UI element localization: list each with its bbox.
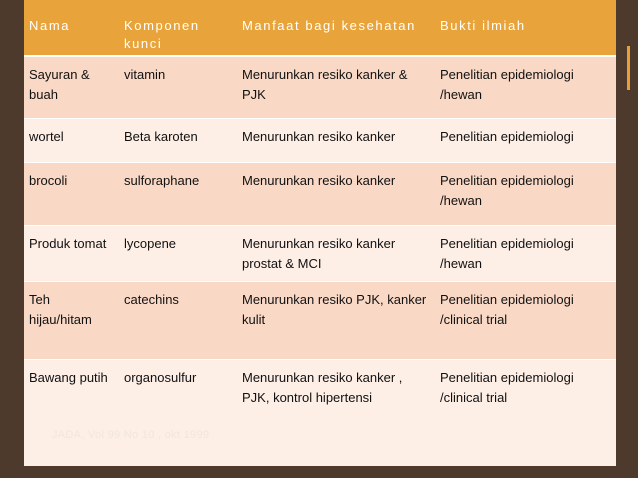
cell-komponen: vitamin bbox=[119, 56, 237, 118]
table-row bbox=[24, 56, 616, 118]
header-bukti-ilmiah: Bukti ilmiah bbox=[435, 0, 616, 56]
cell-bukti: Penelitian epidemiologi /hewan bbox=[435, 225, 616, 281]
cell-bukti: Penelitian epidemiologi bbox=[435, 118, 616, 162]
table-row bbox=[24, 162, 616, 225]
cell-komponen: Beta karoten bbox=[119, 118, 237, 162]
content-table bbox=[24, 0, 616, 456]
cell-bukti: Penelitian epidemiologi /hewan bbox=[435, 162, 616, 225]
cell-nama: Teh hijau/hitam bbox=[24, 281, 119, 359]
table-header-row bbox=[24, 0, 616, 56]
cell-bukti: Penelitian epidemiologi /hewan bbox=[435, 56, 616, 118]
cell-komponen: sulforaphane bbox=[119, 162, 237, 225]
header-komponen-kunci: Komponen kunci bbox=[119, 0, 237, 56]
cell-nama: Bawang putih bbox=[24, 359, 119, 456]
cell-manfaat: Menurunkan resiko kanker , PJK, kontrol hipertensi bbox=[237, 359, 435, 456]
header-nama: Nama bbox=[24, 0, 119, 56]
cell-bukti: Penelitian epidemiologi /clinical trial bbox=[435, 359, 616, 456]
table-row bbox=[24, 225, 616, 281]
accent-bar bbox=[627, 46, 630, 90]
cell-nama: wortel bbox=[24, 118, 119, 162]
cell-manfaat: Menurunkan resiko kanker & PJK bbox=[237, 56, 435, 118]
table-row bbox=[24, 281, 616, 359]
cell-bukti: Penelitian epidemiologi /clinical trial bbox=[435, 281, 616, 359]
cell-nama: brocoli bbox=[24, 162, 119, 225]
cell-nama: Sayuran & buah bbox=[24, 56, 119, 118]
source-note: JADA, Vol 99 No 10 , okt 1999 bbox=[52, 429, 210, 441]
cell-manfaat: Menurunkan resiko PJK, kanker kulit bbox=[237, 281, 435, 359]
cell-manfaat: Menurunkan resiko kanker prostat & MCI bbox=[237, 225, 435, 281]
table-row bbox=[24, 118, 616, 162]
table-row bbox=[24, 359, 616, 456]
header-manfaat: Manfaat bagi kesehatan bbox=[237, 0, 435, 56]
cell-manfaat: Menurunkan resiko kanker bbox=[237, 162, 435, 225]
cell-komponen: lycopene bbox=[119, 225, 237, 281]
cell-komponen: organosulfur bbox=[119, 359, 237, 456]
cell-manfaat: Menurunkan resiko kanker bbox=[237, 118, 435, 162]
cell-nama: Produk tomat bbox=[24, 225, 119, 281]
cell-komponen: catechins bbox=[119, 281, 237, 359]
